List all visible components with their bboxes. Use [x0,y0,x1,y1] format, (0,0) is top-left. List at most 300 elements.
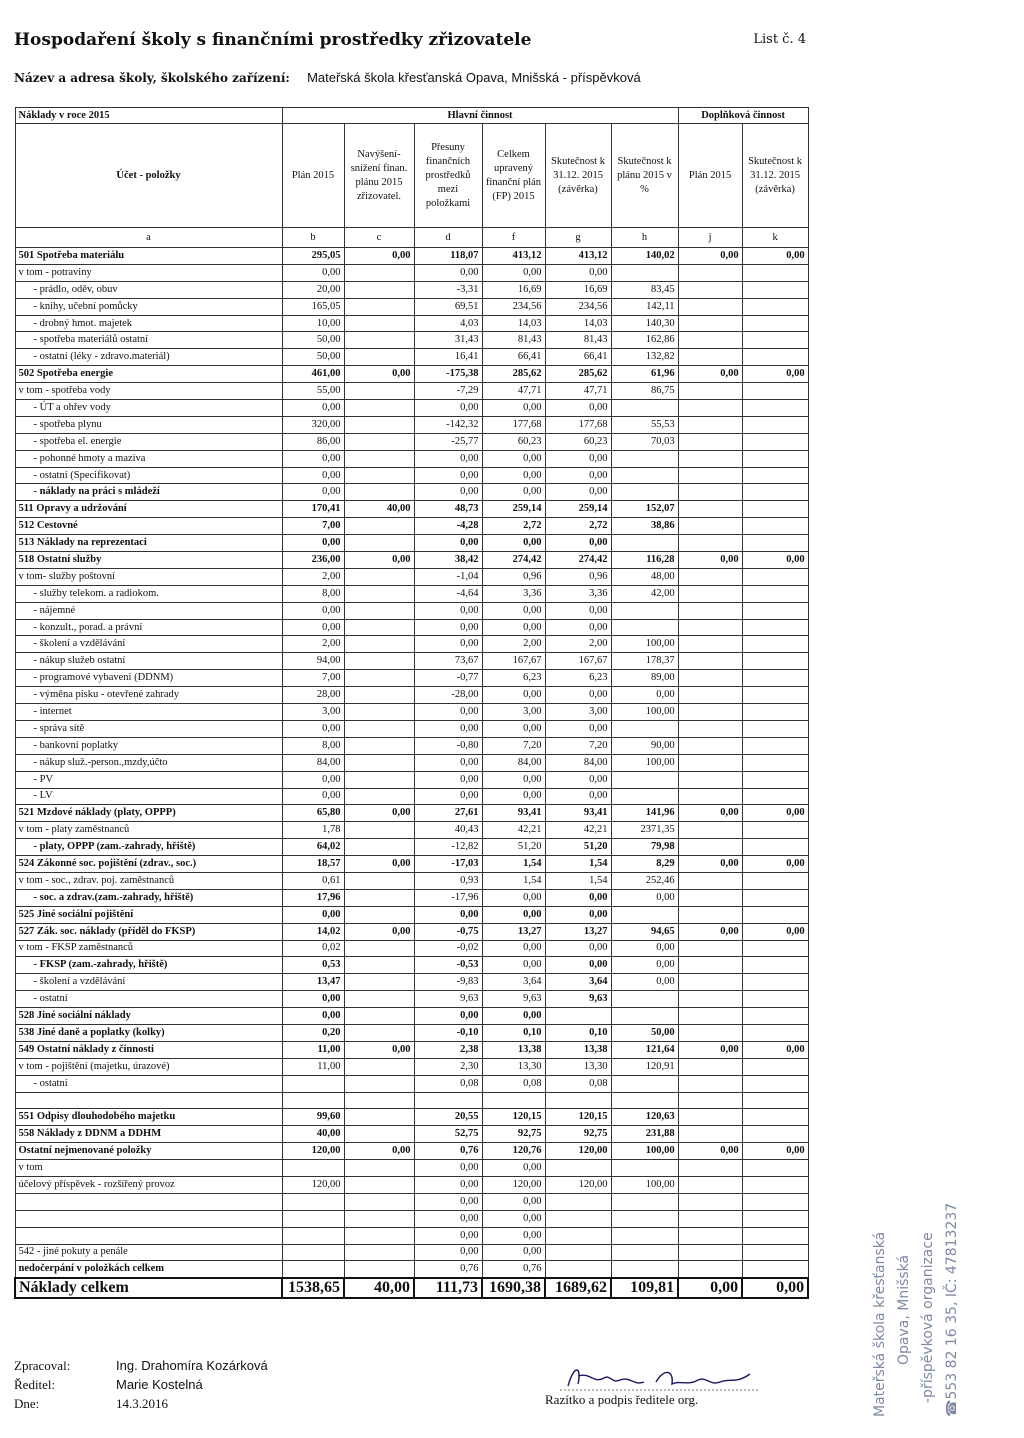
cell-f: 0,00 [482,484,545,501]
row-label: 512 Cestovné [15,518,282,535]
cell-b: 10,00 [282,315,344,332]
cell-b: 0,00 [282,619,344,636]
col-account-header: Účet - položky [15,124,282,228]
cell-f: 9,63 [482,991,545,1008]
cell-j [678,602,742,619]
cell-j [678,315,742,332]
cell-g: 14,03 [545,315,611,332]
cell-c [344,1210,414,1227]
cell-g: 47,71 [545,383,611,400]
cell-b: 8,00 [282,585,344,602]
table-row [15,1092,808,1109]
cell-j [678,298,742,315]
cell-d: 4,03 [414,315,482,332]
cell-c: 0,00 [344,856,414,873]
cell-h [611,1075,678,1092]
cell-d: 0,00 [414,450,482,467]
cell-h [611,535,678,552]
cell-f: 274,42 [482,552,545,569]
cell-d: 69,51 [414,298,482,315]
table-row [15,585,808,602]
cell-k [742,704,808,721]
cell-j: 0,00 [678,856,742,873]
cell-h: 162,86 [611,332,678,349]
cell-h [611,1261,678,1278]
table-row [15,704,808,721]
letter-cell: b [282,228,344,248]
cell-b: 0,00 [282,720,344,737]
cell-j [678,416,742,433]
cell-d: 20,55 [414,1109,482,1126]
table-row [15,332,808,349]
cell-h: 116,28 [611,552,678,569]
cell-b [282,1193,344,1210]
row-label: - náklady na práci s mládeží [15,484,282,501]
cell-d: -0,10 [414,1024,482,1041]
total-actual-pct: 109,81 [611,1278,678,1298]
cell-c [344,1176,414,1193]
cell-h: 100,00 [611,704,678,721]
table-row [15,1075,808,1092]
table-row [15,839,808,856]
row-label [15,1092,282,1109]
cell-h [611,1160,678,1177]
row-label: 528 Jiné sociální náklady [15,1008,282,1025]
cell-j [678,1109,742,1126]
cell-b [282,1244,344,1261]
cell-k [742,687,808,704]
table-row [15,416,808,433]
cell-c [344,315,414,332]
cell-k [742,535,808,552]
school-value: Mateřská škola křesťanská Opava, Mnišská - příspěvková [307,70,641,85]
cell-c [344,383,414,400]
cell-b: 94,00 [282,653,344,670]
col-actual-supp-header: Skutečnost k 31.12. 2015 (závěrka) [742,124,808,228]
table-row [15,687,808,704]
cell-d: -0,02 [414,940,482,957]
cell-d: 0,00 [414,602,482,619]
row-label: - nákup služeb ostatní [15,653,282,670]
total-label: Náklady celkem [15,1278,282,1298]
cell-d: -7,29 [414,383,482,400]
row-label: 518 Ostatní služby [15,552,282,569]
cell-b: 320,00 [282,416,344,433]
cell-k [742,349,808,366]
cell-b: 7,00 [282,518,344,535]
table-row [15,400,808,417]
cell-d: 0,00 [414,619,482,636]
row-label: 525 Jiné sociální pojištění [15,906,282,923]
cell-k [742,433,808,450]
cell-g: 0,00 [545,602,611,619]
row-label: 527 Zák. soc. náklady (příděl do FKSP) [15,923,282,940]
table-row [15,856,808,873]
cell-k [742,889,808,906]
cell-f: 0,00 [482,602,545,619]
cell-g: 0,00 [545,906,611,923]
table-row [15,771,808,788]
cell-f: 6,23 [482,670,545,687]
row-label: - ÚT a ohřev vody [15,400,282,417]
row-label: - bankovní poplatky [15,737,282,754]
cell-k [742,822,808,839]
cell-b: 461,00 [282,366,344,383]
cell-c [344,416,414,433]
table-row [15,940,808,957]
table-row [15,1227,808,1244]
cell-g: 120,00 [545,1143,611,1160]
table-row [15,788,808,805]
cell-g [545,1160,611,1177]
row-label: - ostatní [15,991,282,1008]
total-adjusted-plan: 1690,38 [482,1278,545,1298]
cell-f: 3,36 [482,585,545,602]
cell-g: 84,00 [545,754,611,771]
cell-d: -3,31 [414,281,482,298]
cell-j [678,670,742,687]
cell-c [344,872,414,889]
cell-b: 2,00 [282,636,344,653]
cell-g: 92,75 [545,1126,611,1143]
table-row [15,568,808,585]
cell-f: 0,00 [482,264,545,281]
cell-d: -175,38 [414,366,482,383]
table-row [15,872,808,889]
table-row [15,501,808,518]
row-label: 542 - jiné pokuty a penále [15,1244,282,1261]
cell-f: 0,00 [482,771,545,788]
cell-d: -28,00 [414,687,482,704]
cell-h: 90,00 [611,737,678,754]
cell-b: 0,00 [282,788,344,805]
cell-f: 0,00 [482,1227,545,1244]
row-label: - konzult., porad. a právní [15,619,282,636]
cell-d: 0,00 [414,636,482,653]
cell-h: 79,98 [611,839,678,856]
row-label: - platy, OPPP (zam.-zahrady, hřiště) [15,839,282,856]
cell-b: 0,02 [282,940,344,957]
cell-f: 413,12 [482,248,545,265]
cell-d: 52,75 [414,1126,482,1143]
cell-g: 0,10 [545,1024,611,1041]
cell-j [678,704,742,721]
cell-j [678,636,742,653]
row-label: v tom - spotřeba vody [15,383,282,400]
col-plan-header: Plán 2015 [282,124,344,228]
cell-c [344,568,414,585]
cell-b: 0,00 [282,771,344,788]
cell-k [742,416,808,433]
cell-j: 0,00 [678,805,742,822]
cell-k [742,1008,808,1025]
cell-k [742,400,808,417]
cell-f: 0,00 [482,467,545,484]
cell-c [344,332,414,349]
cell-d: 0,00 [414,264,482,281]
table-row [15,720,808,737]
cell-h [611,1244,678,1261]
total-transfers: 111,73 [414,1278,482,1298]
cell-h [611,1092,678,1109]
table-row [15,433,808,450]
cell-j [678,535,742,552]
cell-j [678,940,742,957]
table-row [15,484,808,501]
letter-cell: a [15,228,282,248]
cell-g: 0,00 [545,771,611,788]
cell-b: 0,00 [282,467,344,484]
cell-f: 60,23 [482,433,545,450]
table-row [15,974,808,991]
cell-k [742,839,808,856]
table-row [15,281,808,298]
table-row [15,889,808,906]
cell-k [742,737,808,754]
cell-j [678,872,742,889]
row-label: v tom [15,1160,282,1177]
cell-g: 42,21 [545,822,611,839]
cell-b: 0,00 [282,991,344,1008]
row-label: - internet [15,704,282,721]
cell-g: 120,00 [545,1176,611,1193]
table-row [15,822,808,839]
cell-b: 0,20 [282,1024,344,1041]
cell-h [611,467,678,484]
cell-f: 92,75 [482,1126,545,1143]
cell-c: 0,00 [344,366,414,383]
cell-j: 0,00 [678,552,742,569]
table-row [15,619,808,636]
table-row [15,349,808,366]
cell-h: 252,46 [611,872,678,889]
cell-f: 0,10 [482,1024,545,1041]
cell-b [282,1210,344,1227]
cell-b [282,1075,344,1092]
director-value: Marie Kostelná [116,1377,203,1392]
cell-d: 0,76 [414,1261,482,1278]
cell-c [344,889,414,906]
cell-b: 120,00 [282,1176,344,1193]
cell-f: 120,15 [482,1109,545,1126]
cell-g: 177,68 [545,416,611,433]
table-row [15,264,808,281]
table-row [15,906,808,923]
cell-k [742,1210,808,1227]
row-label: 538 Jiné daně a poplatky (kolky) [15,1024,282,1041]
cell-k [742,1092,808,1109]
cell-h: 100,00 [611,1176,678,1193]
table-row [15,1261,808,1278]
cell-j [678,653,742,670]
cell-g: 0,00 [545,400,611,417]
cell-k [742,602,808,619]
cell-k [742,720,808,737]
table-row [15,1143,808,1160]
cell-f: 0,00 [482,450,545,467]
main-activity-header: Hlavní činnost [282,108,678,124]
cell-j [678,585,742,602]
cell-j [678,568,742,585]
cell-h: 50,00 [611,1024,678,1041]
cell-c: 0,00 [344,248,414,265]
cell-g: 0,00 [545,264,611,281]
table-row [15,383,808,400]
cell-d: 0,00 [414,1160,482,1177]
cell-f: 7,20 [482,737,545,754]
cell-b: 65,80 [282,805,344,822]
row-label: v tom - soc., zdrav. poj. zaměstnanců [15,872,282,889]
cell-g: 120,15 [545,1109,611,1126]
header-row-2 [15,124,808,228]
cell-c [344,771,414,788]
letter-cell: g [545,228,611,248]
table-row [15,298,808,315]
cell-c [344,720,414,737]
cell-f: 0,00 [482,1160,545,1177]
letter-cell: f [482,228,545,248]
cell-d: 16,41 [414,349,482,366]
row-label: - drobný hmot. majetek [15,315,282,332]
cell-j [678,822,742,839]
cell-h: 83,45 [611,281,678,298]
row-label: Ostatní nejmenované položky [15,1143,282,1160]
cell-g: 274,42 [545,552,611,569]
cell-f: 0,00 [482,788,545,805]
cell-b: 7,00 [282,670,344,687]
row-label: - programové vybavení (DDNM) [15,670,282,687]
cell-b [282,1227,344,1244]
cell-h: 231,88 [611,1126,678,1143]
cell-c [344,518,414,535]
cell-k [742,957,808,974]
letter-cell: j [678,228,742,248]
col-transfers-header: Přesuny finančních prostředků mezi položkami [414,124,482,228]
table-row [15,518,808,535]
row-label: 558 Náklady z DDNM a DDHM [15,1126,282,1143]
cell-g: 285,62 [545,366,611,383]
cell-b: 13,47 [282,974,344,991]
table-row [15,957,808,974]
letter-cell: c [344,228,414,248]
cell-g: 0,00 [545,484,611,501]
cell-h [611,264,678,281]
cell-g: 51,20 [545,839,611,856]
cell-g: 413,12 [545,248,611,265]
prepared-value: Ing. Drahomíra Kozárková [116,1358,268,1373]
cell-d: -25,77 [414,433,482,450]
cell-h [611,1008,678,1025]
cell-c [344,1008,414,1025]
table-row [15,1008,808,1025]
cell-h [611,602,678,619]
table-row [15,1176,808,1193]
cell-d: 0,93 [414,872,482,889]
cell-j [678,1075,742,1092]
cell-j [678,839,742,856]
letter-cell: h [611,228,678,248]
cell-d: 48,73 [414,501,482,518]
cell-b: 0,00 [282,1008,344,1025]
cell-b: 18,57 [282,856,344,873]
cell-c [344,974,414,991]
cell-b: 11,00 [282,1058,344,1075]
date-label: Dne: [14,1396,40,1411]
cell-b: 50,00 [282,332,344,349]
cell-c [344,636,414,653]
cell-j [678,433,742,450]
cell-j [678,349,742,366]
cell-j [678,991,742,1008]
cell-f: 0,00 [482,400,545,417]
cell-j [678,1058,742,1075]
table-row [15,1024,808,1041]
cell-g: 3,64 [545,974,611,991]
cell-d: 0,00 [414,704,482,721]
cell-b: 11,00 [282,1041,344,1058]
cell-c [344,467,414,484]
row-label: 502 Spotřeba energie [15,366,282,383]
cell-f: 42,21 [482,822,545,839]
cell-j [678,1160,742,1177]
cell-j [678,1193,742,1210]
cell-k: 0,00 [742,552,808,569]
cell-g [545,1227,611,1244]
cell-c [344,1092,414,1109]
cell-k [742,991,808,1008]
row-label: - knihy, učební pomůcky [15,298,282,315]
cell-d: 0,00 [414,467,482,484]
cell-d: -0,80 [414,737,482,754]
row-label: 521 Mzdové náklady (platy, OPPP) [15,805,282,822]
cell-c [344,839,414,856]
cell-h [611,771,678,788]
cell-k: 0,00 [742,248,808,265]
header-row-1 [15,108,808,124]
cell-j [678,619,742,636]
cell-g: 6,23 [545,670,611,687]
cell-f: 0,00 [482,1193,545,1210]
table-row [15,1210,808,1227]
col-increase-header: Navýšení-snížení finan. plánu 2015 zřizovatel. [344,124,414,228]
row-label: - služby telekom. a radiokom. [15,585,282,602]
cell-h: 0,00 [611,940,678,957]
cell-h [611,906,678,923]
cell-k [742,1126,808,1143]
row-label: v tom - pojištění (majetku, úrazové) [15,1058,282,1075]
cell-b: 0,00 [282,906,344,923]
cell-c: 0,00 [344,805,414,822]
cell-d: -0,75 [414,923,482,940]
cell-k [742,1058,808,1075]
total-increase: 40,00 [344,1278,414,1298]
cell-j [678,771,742,788]
header-letters-row [15,228,808,248]
cell-h: 48,00 [611,568,678,585]
cell-g: 0,00 [545,957,611,974]
cell-f: 0,00 [482,619,545,636]
cell-c [344,1109,414,1126]
cell-f: 167,67 [482,653,545,670]
cell-g: 13,27 [545,923,611,940]
cell-k [742,940,808,957]
cell-h: 120,91 [611,1058,678,1075]
cell-d: 9,63 [414,991,482,1008]
cell-j: 0,00 [678,366,742,383]
cell-g: 93,41 [545,805,611,822]
cell-g: 1,54 [545,856,611,873]
cell-b: 20,00 [282,281,344,298]
